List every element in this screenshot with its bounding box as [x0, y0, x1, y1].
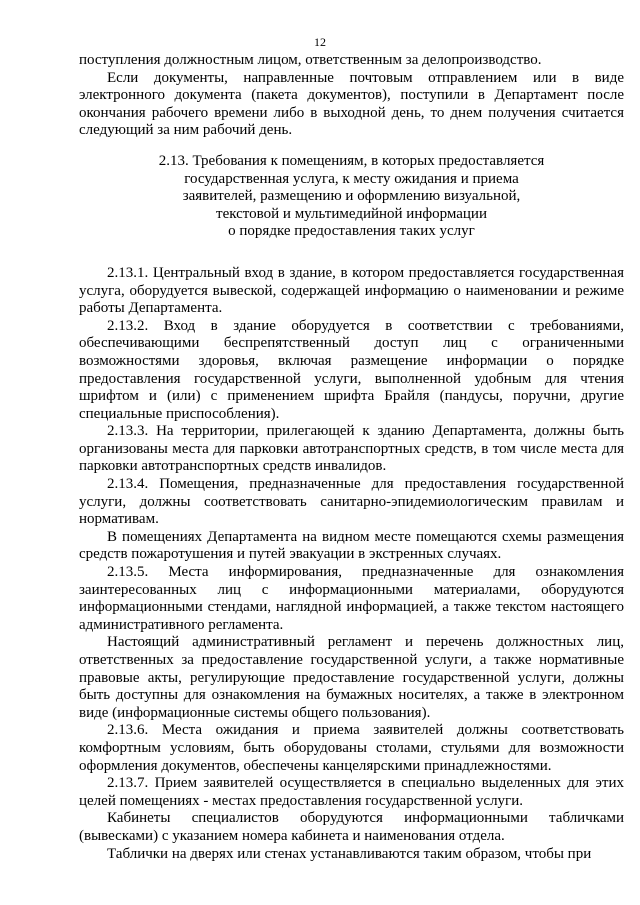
paragraph: Кабинеты специалистов оборудуются информационными табличками (вывесками) с указанием номера кабинета и наименования отдела.: [79, 810, 624, 844]
section-heading-line: о порядке предоставления таких услуг: [228, 223, 475, 240]
paragraph: Настоящий административный регламент и перечень должностных лиц, ответственных за предоставление государственной услуги, а также нормативные правовые акты, регулирующие предоставление государственной услуги, должны быть доступны для ознакомления на бумажных носителях, а также в электронном виде (информационные системы общего пользования).: [79, 634, 624, 721]
paragraph: 2.13.3. На территории, прилегающей к зданию Департамента, должны быть организованы места для парковки автотранспортных средств, в том числе места для парковки автотранспортных средств инвалидов.: [79, 423, 624, 475]
paragraph: В помещениях Департамента на видном месте помещаются схемы размещения средств пожаротушения и путей эвакуации в экстренных случаях.: [79, 528, 624, 563]
section-heading-line: государственная услуга, к месту ожидания и приема: [184, 170, 519, 187]
page-number: 12: [314, 35, 326, 49]
paragraph: поступления должностным лицом, ответственным за делопроизводство.: [79, 52, 542, 68]
section-heading-line: заявителей, размещению и оформлению визуальной,: [182, 188, 521, 205]
section-heading: [79, 153, 624, 241]
paragraph: 2.13.1. Центральный вход в здание, в котором предоставляется государственная услуга, оборудуется вывеской, содержащей информацию о наименовании и режиме работы Департамента.: [79, 264, 624, 317]
section-heading-line: 2.13. Требования к помещениям, в которых предоставляется: [158, 152, 545, 169]
paragraph: 2.13.6. Места ожидания и приема заявителей должны соответствовать комфортным условиям, быть оборудованы столами, стульями для возможности оформления документов, обеспечены канцелярскими принадлежностями.: [79, 722, 624, 774]
paragraph: 2.13.4. Помещения, предназначенные для предоставления государственной услуги, должны соответствовать санитарно-эпидемиологическим правилам и нормативам.: [79, 476, 624, 528]
paragraph: Таблички на дверях или стенах устанавливаются таким образом, чтобы при: [107, 845, 592, 862]
paragraph: 2.13.5. Места информирования, предназначенные для ознакомления заинтересованных лиц с информационными материалами, оборудуются информационными стендами, наглядной информацией, а также текстом настоящего административного регламента.: [79, 564, 624, 633]
paragraph: 2.13.2. Вход в здание оборудуется в соответствии с требованиями, обеспечивающими беспрепятственный доступ лиц с ограниченными возможностями здоровья, включая размещение информации о порядке предоставления государственной услуги, выполненной удобным для чтения шрифтом и (или) с применением шрифта Брайля (пандусы, поручни, другие специальные приспособления).: [79, 317, 624, 422]
section-heading-line: текстовой и мультимедийной информации: [216, 205, 487, 222]
document-body: [79, 52, 624, 863]
paragraph: 2.13.7. Прием заявителей осуществляется в специально выделенных для этих целей помещениях - местах предоставления государственной услуги.: [79, 775, 624, 809]
paragraph: Если документы, направленные почтовым отправлением или в виде электронного документа (пакета документов), поступили в Департамент после окончания рабочего времени либо в выходной день, то днем получения считается следующий за ним рабочий день.: [79, 69, 624, 139]
